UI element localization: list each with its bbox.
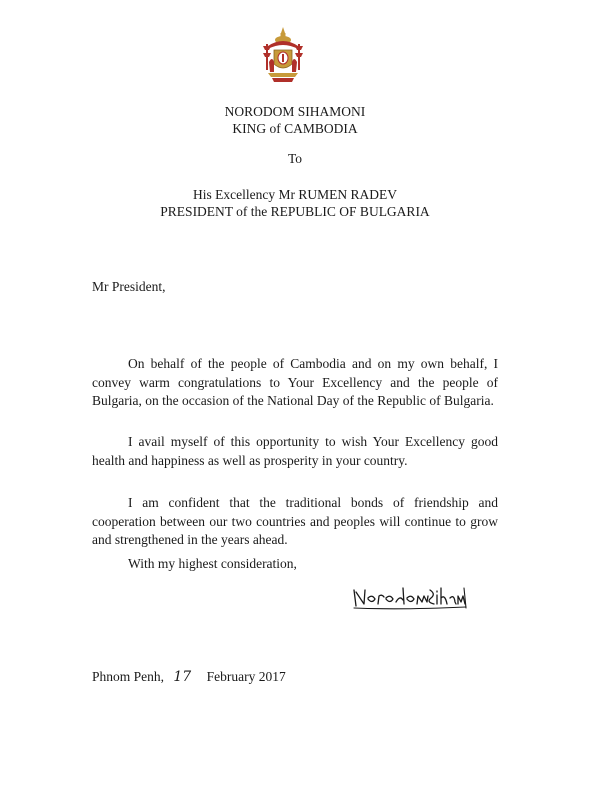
- royal-coat-of-arms-icon: [262, 26, 304, 84]
- recipient-title: PRESIDENT of the REPUBLIC OF BULGARIA: [160, 204, 430, 219]
- place: Phnom Penh,: [92, 669, 165, 684]
- handwritten-signature: [350, 582, 470, 616]
- body-paragraph: On behalf of the people of Cambodia and on my own behalf, I convey warm congratulations to Your Excellency and the people of Bulgaria, on the occasion of the National Day of the Republic of Bulgaria.: [92, 356, 498, 408]
- date-line: [92, 668, 286, 686]
- sender-title: KING of CAMBODIA: [232, 121, 358, 136]
- day-handwritten: 17: [173, 669, 192, 685]
- sender-name: NORODOM SIHAMONI: [224, 104, 366, 119]
- to-label: To: [287, 151, 303, 166]
- recipient-name: His Excellency Mr RUMEN RADEV: [193, 187, 397, 202]
- salutation: Mr President,: [92, 279, 166, 294]
- closing-line: With my highest consideration,: [128, 556, 297, 571]
- body-paragraph: I avail myself of this opportunity to wish Your Excellency good health and happiness as well as prosperity in your country.: [92, 434, 498, 468]
- month-year: February 2017: [206, 669, 286, 684]
- body-paragraph: I am confident that the traditional bonds of friendship and cooperation between our two countries and peoples will continue to grow and strengthened in the years ahead.: [92, 495, 498, 547]
